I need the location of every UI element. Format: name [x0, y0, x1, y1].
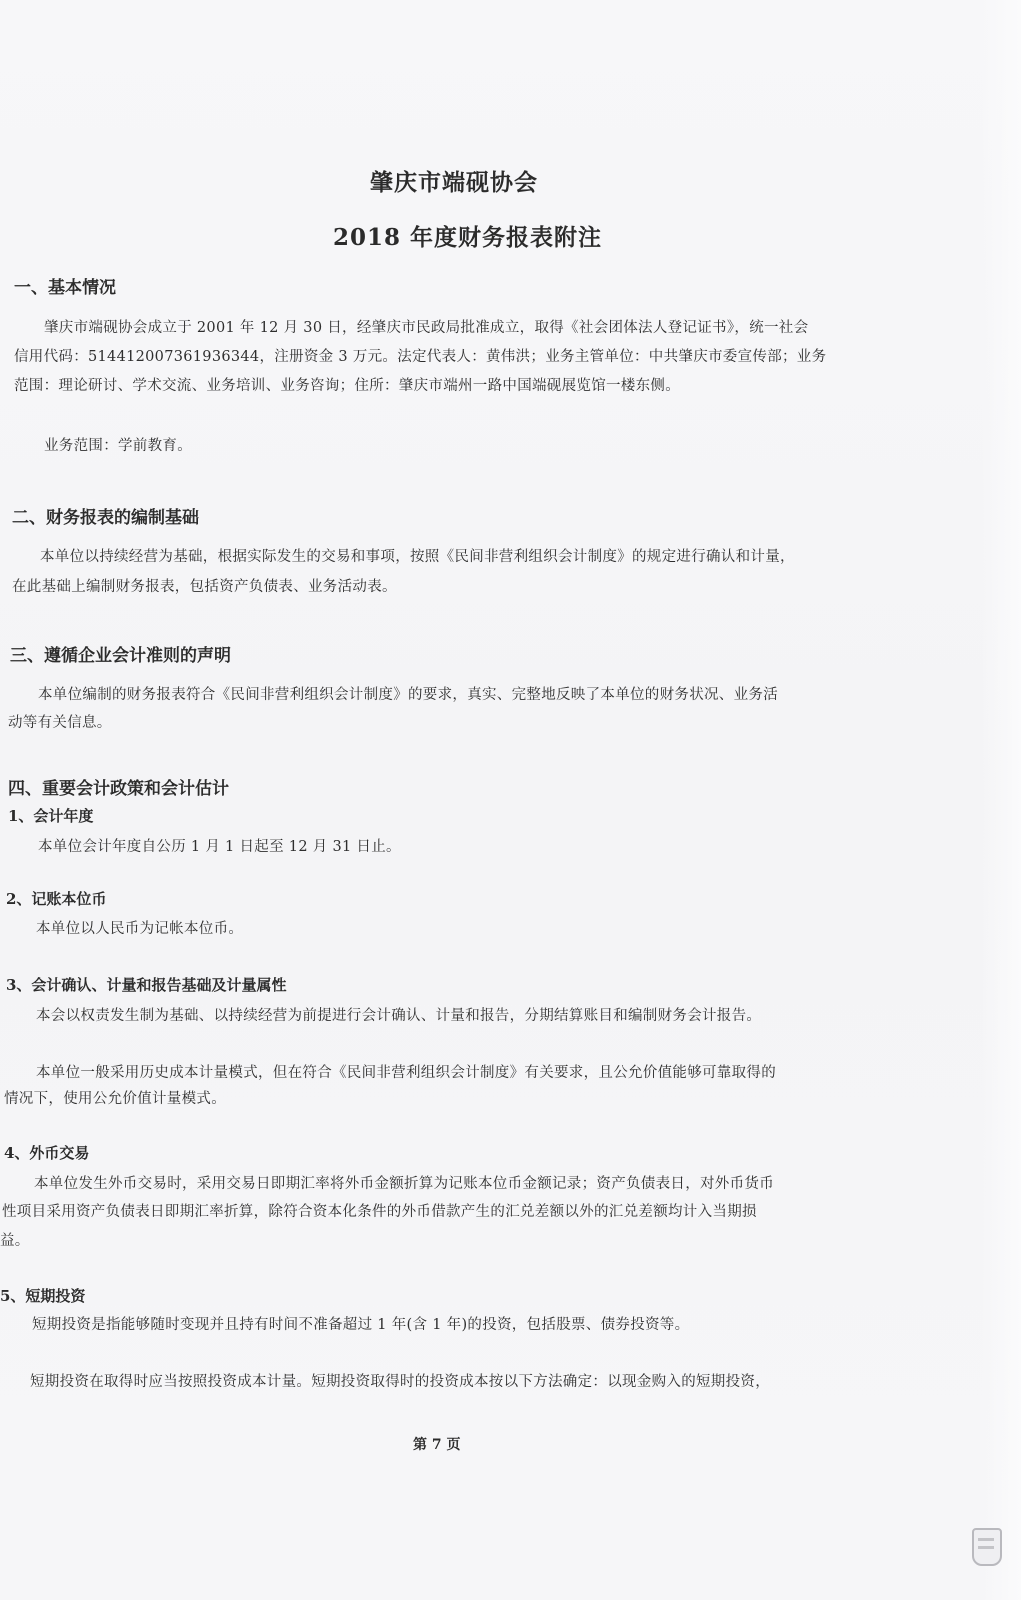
item-5-line-2: 短期投资在取得时应当按照投资成本计量。短期投资取得时的投资成本按以下方法确定：以现金购入的短期投资， — [30, 1374, 770, 1390]
section-1-business-scope: 业务范围：学前教育。 — [44, 438, 192, 454]
scanner-watermark-icon — [972, 1528, 1002, 1566]
section-1-line-2: 信用代码：51441200736193634​4，注册资金 3 万元。法定代表人：黄伟洪；业务主管单位：中共肇庆市委宣传部；业务 — [14, 349, 827, 365]
page-edge-shadow — [981, 0, 1021, 1600]
section-3-heading: 三、遵循企业会计准则的声明 — [10, 646, 231, 666]
item-4-line-1: 本单位发生外币交易时，采用交易日即期汇率将外币金额折算为记账本位币金额记录；资产负债表日，对外币货币 — [34, 1176, 774, 1192]
item-3-line-1: 本会以权责发生制为基础、以持续经营为前提进行会计确认、计量和报告，分期结算账目和编制财务会计报告。 — [36, 1008, 762, 1024]
item-1-line-1: 本单位会计年度自公历 1 月 1 日起至 12 月 31 日止。 — [38, 839, 401, 855]
section-2-line-1: 本单位以持续经营为基础，根据实际发生的交易和事项，按照《民间非营利组织会计制度》的规定进行确认和计量， — [40, 549, 795, 565]
section-2-heading: 二、财务报表的编制基础 — [12, 508, 199, 528]
item-5-line-1: 短期投资是指能够随时变现并且持有时间不准备超过 1 年(含 1 年)的投资，包括股票、债券投资等。 — [32, 1317, 690, 1333]
section-3-line-1: 本单位编制的财务报表符合《民间非营利组织会计制度》的要求，真实、完整地反映了本单位的财务状况、业务活 — [38, 687, 778, 703]
item-2-title: 2、记账本位币 — [6, 890, 107, 908]
item-4-line-2: 性项目采用资产负债表日即期汇率折算，除符合资本化条件的外币借款产生的汇兑差额以外的汇兑差额均计入当期损 — [2, 1204, 757, 1220]
item-3-line-3: 情况下，使用公允价值计量模式。 — [4, 1091, 226, 1107]
item-1-title: 1、会计年度 — [8, 807, 94, 825]
item-4-line-3: 益。 — [0, 1233, 30, 1249]
section-4-heading: 四、重要会计政策和会计估计 — [8, 779, 229, 799]
item-5-title: 5、短期投资 — [0, 1287, 86, 1305]
item-2-line-1: 本单位以人民币为记帐本位币。 — [36, 921, 244, 937]
section-1-line-3: 范围：理论研讨、学术交流、业务培训、业务咨询；住所：肇庆市端州一路中国端砚展览馆一楼东侧。 — [14, 378, 680, 394]
section-3-line-2: 动等有关信息。 — [8, 715, 112, 731]
document-subtitle: 2018 年度财务报表附注 — [333, 224, 603, 251]
item-3-title: 3、会计确认、计量和报告基础及计量属性 — [6, 976, 287, 994]
item-3-line-2: 本单位一般采用历史成本计量模式，但在符合《民间非营利组织会计制度》有关要求，且公允价值能够可靠取得的 — [36, 1065, 776, 1081]
section-2-line-2: 在此基础上编制财务报表，包括资产负债表、业务活动表。 — [12, 579, 397, 595]
document-title: 肇庆市端砚协会 — [370, 169, 538, 196]
page-number: 第 7 页 — [413, 1437, 461, 1453]
section-1-heading: 一、基本情况 — [14, 278, 116, 298]
section-1-line-1: 肇庆市端砚协会成立于 2001 年 12 月 30 日，经肇庆市民政局批准成立，取得《社会团体法人登记证书》，统一社会 — [44, 320, 809, 336]
item-4-title: 4、外币交易 — [4, 1144, 90, 1162]
